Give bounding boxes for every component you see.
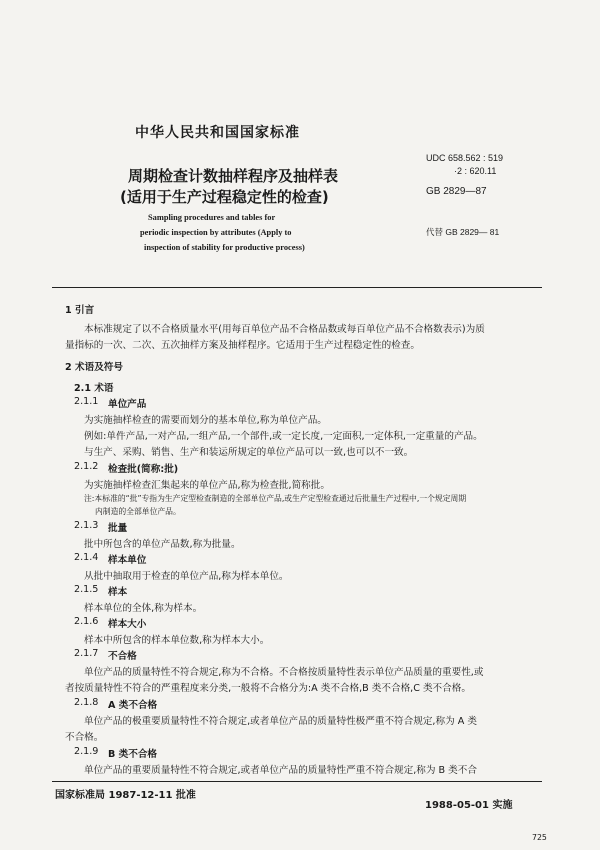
section-2-heading: 2 术语及符号 [65,362,123,373]
header-rule [52,287,542,288]
paragraph-line: 本标准规定了以不合格质量水平(用每百单位产品不合格品数或每百单位产品不合格数表示)为质 [84,324,485,335]
clause-term: 样本大小 [108,619,147,630]
paragraph-line: 批中所包含的单位产品数,称为批量。 [84,539,241,550]
paragraph-line: 量指标的一次、二次、五次抽样方案及抽样程序。它适用于生产过程稳定性的检查。 [65,340,420,351]
clause-number: 2.1.4 [74,552,99,563]
subsection-heading: 2.1 术语 [74,383,114,394]
paragraph-line: 者按质量特性不符合的严重程度来分类,一般将不合格分为:A 类不合格,B 类不合格,C 类不合格。 [65,683,471,694]
clause-term: 不合格 [108,651,137,662]
clause-term: 批量 [108,523,128,534]
footer-rule [52,781,542,782]
note-line: 注:本标准的“批”专指为生产定型检查制造的全部单位产品,或生产定型检查通过后批量生产过程中,一个规定周期 [84,494,467,503]
title-line-2: (适用于生产过程稳定性的检查) [120,188,329,206]
issuing-org: 中华人民共和国国家标准 [135,125,300,141]
paragraph-line: 样本中所包含的样本单位数,称为样本大小。 [84,635,270,646]
approval-date: 国家标准局 1987-12-11 批准 [55,790,196,801]
replaces-standard: 代替 GB 2829— 81 [426,227,500,237]
clause-number: 2.1.3 [74,520,99,531]
clause-number: 2.1.1 [74,396,99,407]
paragraph-line: 例如:单件产品,一对产品,一组产品,一个部件,或一定长度,一定面积,一定体积,一定重量的产品。 [84,431,483,442]
paragraph-line: 单位产品的质量特性不符合规定,称为不合格。不合格按质量特性表示单位产品质量的重要性,或 [84,667,484,678]
clause-term: 单位产品 [108,399,147,410]
english-title-line: Sampling procedures and tables for [148,213,276,222]
english-title-line: periodic inspection by attributes (Apply to [140,228,292,237]
page-number: 725 [532,833,547,842]
note-line: 内制造的全部单位产品。 [95,507,181,516]
udc-code: UDC 658.562 : 519 [426,153,504,163]
paragraph-line: 从批中抽取用于检查的单位产品,称为样本单位。 [84,571,289,582]
clause-term: A 类不合格 [108,700,158,711]
paragraph-line: 单位产品的极重要质量特性不符合规定,或者单位产品的质量特性极严重不符合规定,称为 A 类 [84,716,477,727]
udc-code-cont: ·2 : 620.11 [454,166,497,176]
clause-number: 2.1.7 [74,648,99,659]
clause-number: 2.1.5 [74,584,99,595]
clause-term: B 类不合格 [108,749,158,760]
english-title-line: inspection of stability for productive process) [144,243,305,252]
clause-number: 2.1.9 [74,746,99,757]
paragraph-line: 不合格。 [65,732,104,743]
section-1-heading: 1 引言 [65,305,95,316]
clause-number: 2.1.8 [74,697,99,708]
clause-number: 2.1.6 [74,616,99,627]
paragraph-line: 单位产品的重要质量特性不符合规定,或者单位产品的质量特性严重不符合规定,称为 B 类不合 [84,765,477,776]
standard-number: GB 2829—87 [426,186,487,197]
clause-term: 样本单位 [108,555,147,566]
paragraph-line: 为实施抽样检查汇集起来的单位产品,称为检查批,简称批。 [84,480,330,491]
effective-date: 1988-05-01 实施 [425,800,513,811]
title-line-1: 周期检查计数抽样程序及抽样表 [128,167,339,185]
clause-number: 2.1.2 [74,461,99,472]
paragraph-line: 样本单位的全体,称为样本。 [84,603,203,614]
paragraph-line: 为实施抽样检查的需要而划分的基本单位,称为单位产品。 [84,415,327,426]
clause-term: 样本 [108,587,128,598]
clause-term: 检查批(简称:批) [108,464,179,475]
paragraph-line: 与生产、采购、销售、生产和装运所规定的单位产品可以一致,也可以不一致。 [84,447,414,458]
